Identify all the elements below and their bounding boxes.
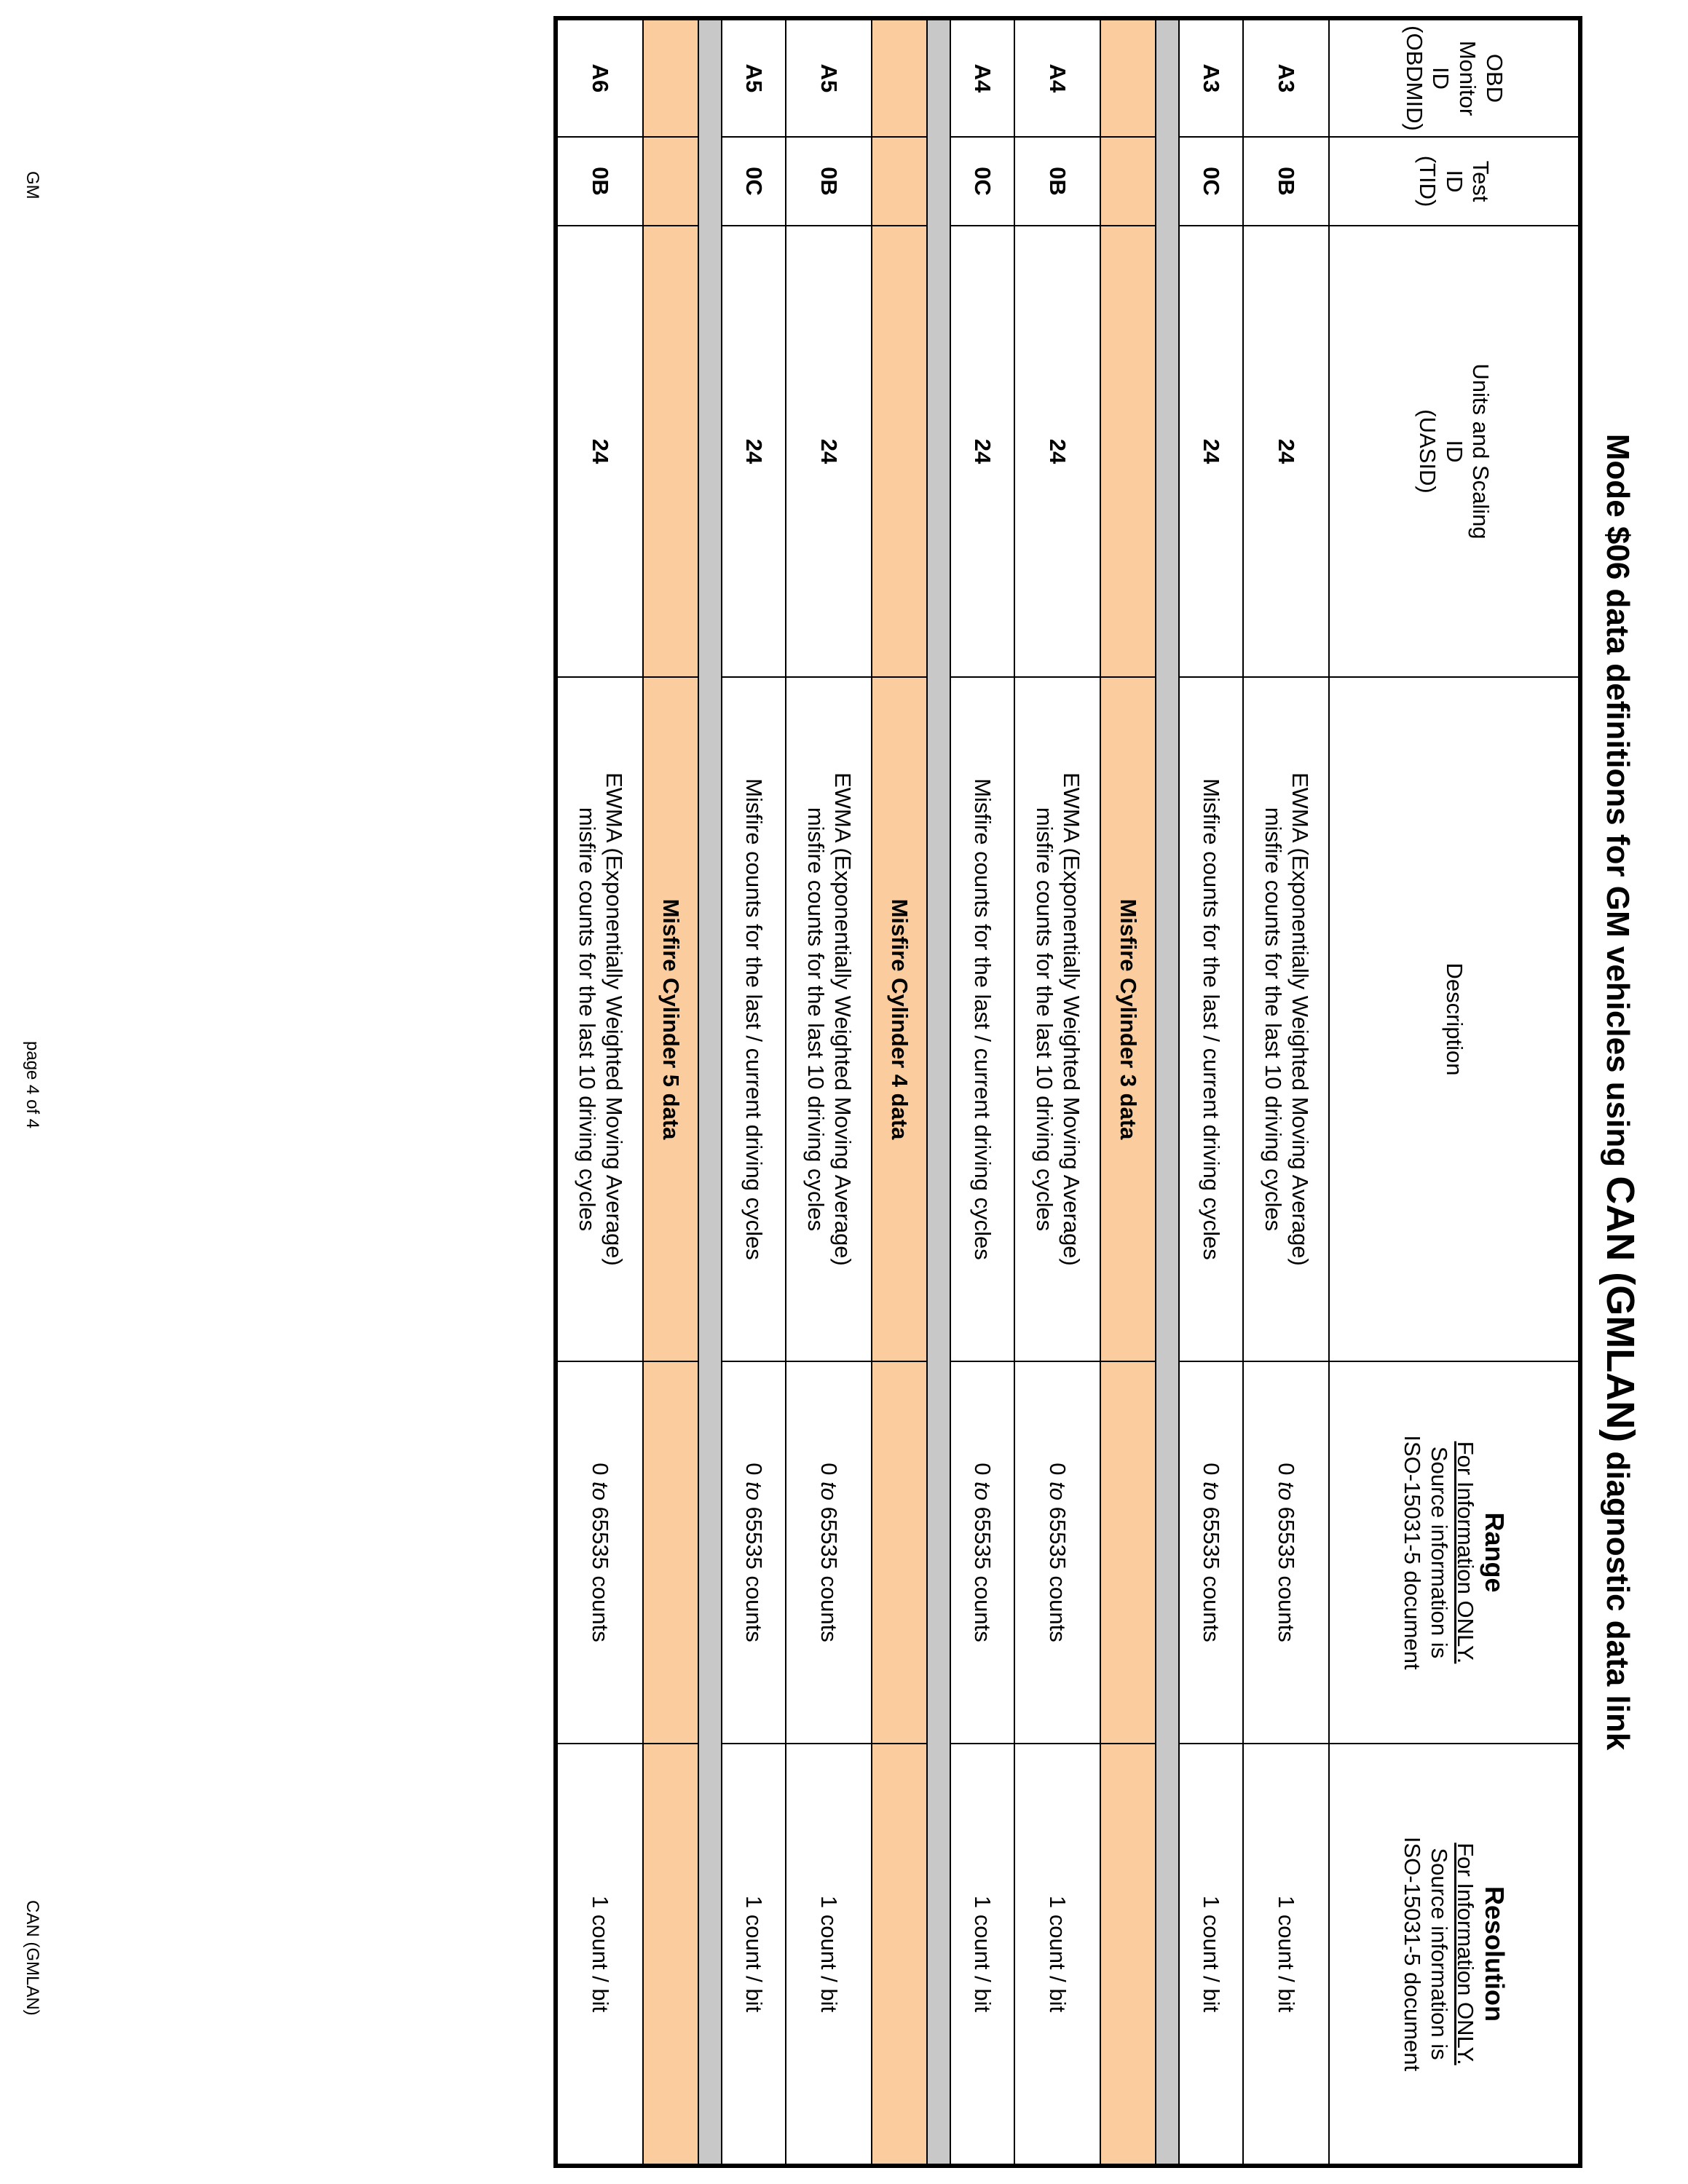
tid-cell: 0C (950, 137, 1014, 226)
range-cell: 0 to 65535 counts (786, 1361, 872, 1744)
obdmid-cell: A6 (556, 18, 643, 137)
uasid-cell: 24 (786, 226, 872, 677)
obdmid-cell: A3 (1179, 18, 1243, 137)
obdmid-cell: A5 (722, 18, 786, 137)
uasid-cell: 24 (1243, 226, 1329, 677)
obdmid-cell: A5 (786, 18, 872, 137)
obdmid-cell: A4 (950, 18, 1014, 137)
tid-cell: 0B (786, 137, 872, 226)
section-label: Misfire Cylinder 3 data (1100, 677, 1156, 1361)
tid-cell: 0B (556, 137, 643, 226)
tid-cell: 0C (1179, 137, 1243, 226)
resolution-cell: 1 count / bit (722, 1744, 786, 2166)
tid-cell: 0C (722, 137, 786, 226)
header-description: Description (1329, 677, 1580, 1361)
section-label: Misfire Cylinder 4 data (872, 677, 927, 1361)
separator-row (698, 18, 722, 2166)
resolution-cell: 1 count / bit (786, 1744, 872, 2166)
description-cell: EWMA (Exponentially Weighted Moving Average) misfire counts for the last 10 driving cycles (786, 677, 872, 1361)
header-range: Range For Information ONLY. Source information is ISO-15031-5 document (1329, 1361, 1580, 1744)
separator-row (927, 18, 950, 2166)
uasid-cell: 24 (1179, 226, 1243, 677)
header-row (1329, 18, 1580, 2166)
description-cell: EWMA (Exponentially Weighted Moving Average) misfire counts for the last 10 driving cycles (1243, 677, 1329, 1361)
table-row (1014, 18, 1100, 2166)
table-row (1243, 18, 1329, 2166)
resolution-cell: 1 count / bit (1243, 1744, 1329, 2166)
range-cell: 0 to 65535 counts (556, 1361, 643, 1744)
section-label: Misfire Cylinder 5 data (643, 677, 698, 1361)
table-row (950, 18, 1014, 2166)
description-cell: EWMA (Exponentially Weighted Moving Average) misfire counts for the last 10 driving cycles (1014, 677, 1100, 1361)
title-before: Mode $06 data definitions for GM vehicles using (1600, 433, 1636, 1176)
range-cell: 0 to 65535 counts (1179, 1361, 1243, 1744)
header-resolution: Resolution For Information ONLY. Source information is ISO-15031-5 document (1329, 1744, 1580, 2166)
table-row (1179, 18, 1243, 2166)
range-cell: 0 to 65535 counts (722, 1361, 786, 1744)
mode06-table (553, 16, 1582, 2168)
table-row (722, 18, 786, 2166)
description-cell: EWMA (Exponentially Weighted Moving Average) misfire counts for the last 10 driving cycles (556, 677, 643, 1361)
description-cell: Misfire counts for the last / current driving cycles (950, 677, 1014, 1361)
description-cell: Misfire counts for the last / current driving cycles (1179, 677, 1243, 1361)
obdmid-cell: A3 (1243, 18, 1329, 137)
tid-cell: 0B (1243, 137, 1329, 226)
obdmid-cell: A4 (1014, 18, 1100, 137)
description-cell: Misfire counts for the last / current driving cycles (722, 677, 786, 1361)
table-row (556, 18, 643, 2166)
header-tid: Test ID (TID) (1329, 137, 1580, 226)
footer-left: GM (23, 171, 42, 199)
range-cell: 0 to 65535 counts (1243, 1361, 1329, 1744)
page-title (1598, 0, 1643, 2184)
resolution-cell: 1 count / bit (950, 1744, 1014, 2166)
tid-cell: 0B (1014, 137, 1100, 226)
section-row (872, 18, 927, 2166)
resolution-cell: 1 count / bit (556, 1744, 643, 2166)
uasid-cell: 24 (722, 226, 786, 677)
footer-right: CAN (GMLAN) (23, 1900, 42, 2016)
range-cell: 0 to 65535 counts (950, 1361, 1014, 1744)
table-row (786, 18, 872, 2166)
uasid-cell: 24 (1014, 226, 1100, 677)
title-emphasis: CAN (GMLAN) (1598, 1176, 1642, 1443)
resolution-cell: 1 count / bit (1179, 1744, 1243, 2166)
section-row (643, 18, 698, 2166)
resolution-cell: 1 count / bit (1014, 1744, 1100, 2166)
header-obdmid: OBD Monitor ID (OBDMID) (1329, 18, 1580, 137)
header-uasid: Units and Scaling ID (UASID) (1329, 226, 1580, 677)
range-cell: 0 to 65535 counts (1014, 1361, 1100, 1744)
section-row (1100, 18, 1156, 2166)
uasid-cell: 24 (950, 226, 1014, 677)
footer-page-number: page 4 of 4 (23, 1041, 42, 1129)
uasid-cell: 24 (556, 226, 643, 677)
separator-row (1156, 18, 1179, 2166)
title-after: diagnostic data link (1600, 1442, 1636, 1751)
